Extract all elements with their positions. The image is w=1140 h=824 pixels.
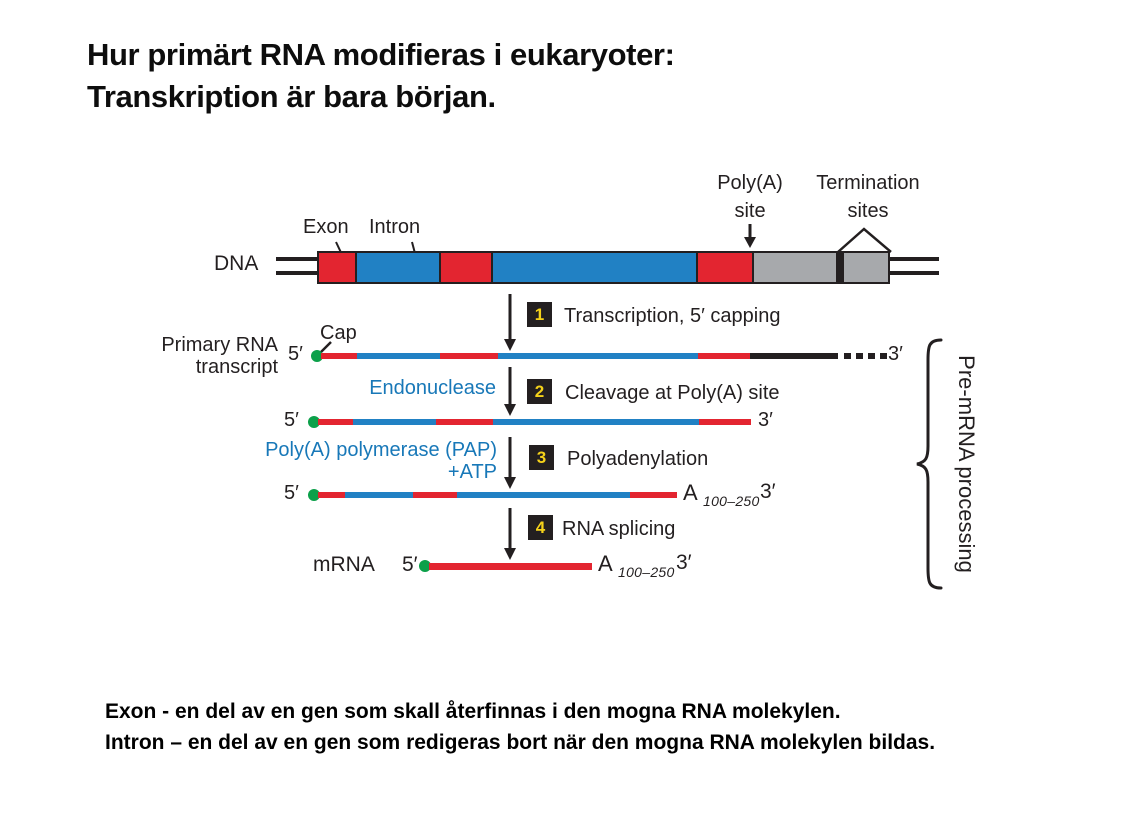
sequence-segment-blue (457, 492, 630, 498)
cap-label: Cap (320, 322, 357, 344)
pap-label-line2: +ATP (447, 461, 497, 483)
termination-sites-label (803, 169, 933, 225)
sequence-segment-red (429, 563, 592, 570)
primary-transcript-line (321, 353, 887, 359)
polya-tail-a: A (598, 551, 613, 576)
sequence-segment-gray (754, 253, 838, 282)
polya-tail-a: A (683, 480, 698, 505)
step-3-arrowhead (504, 477, 516, 489)
polya-site-label-line1: Poly(A) (717, 172, 783, 194)
step-3-badge (529, 445, 554, 470)
dna-gene-bar (317, 251, 890, 284)
sequence-segment-red (319, 253, 357, 282)
step-1-number: 1 (534, 304, 545, 324)
intron-label: Intron (369, 216, 421, 238)
primary-label-line1: Primary RNA (161, 334, 278, 356)
step-3-number: 3 (536, 447, 547, 467)
sequence-segment-black (750, 353, 838, 359)
sequence-segment-gray (844, 253, 888, 282)
sequence-segment-blue (493, 253, 698, 282)
dna-strand-line (890, 271, 939, 275)
polya-tail-count: 100–250 (703, 493, 760, 509)
dna-strand-line (890, 257, 939, 261)
sequence-segment-blue (357, 253, 441, 282)
sequence-segment-red (630, 492, 677, 498)
sequence-segment-blue (357, 353, 440, 359)
sequence-segment-red (413, 492, 457, 498)
step-1-label: Transcription, 5′ capping (564, 305, 781, 327)
step-2-label: Cleavage at Poly(A) site (565, 382, 780, 404)
cleaved-rna-line (318, 419, 751, 425)
termination-sites-caret (838, 229, 891, 252)
row3-3prime-label: 3′ (760, 480, 776, 503)
sequence-segment-red (318, 419, 353, 425)
sequence-segment-black (844, 353, 851, 359)
intron-definition: Intron – en del av en gen som redigeras bort när den mogna RNA molekylen bildas. (105, 731, 936, 754)
sequence-segment-black (880, 353, 887, 359)
polya-site-arrowhead (744, 237, 756, 248)
sequence-segment-red (440, 353, 498, 359)
title-line-2: Transkription är bara början. (87, 79, 496, 114)
row3-5prime-label: 5′ (284, 482, 299, 504)
sequence-segment-red (441, 253, 493, 282)
sequence-segment-red (321, 353, 357, 359)
row4-3prime-label: 3′ (676, 551, 692, 574)
sequence-segment-red (436, 419, 493, 425)
sequence-segment-blue (345, 492, 413, 498)
sequence-segment-blue (498, 353, 698, 359)
sequence-segment-black (856, 353, 863, 359)
sequence-segment-blue (493, 419, 699, 425)
polya-site-label (700, 169, 800, 225)
dna-label: DNA (214, 252, 259, 275)
polyadenylated-rna-line (318, 492, 677, 498)
polya-site-label-line2: site (734, 200, 766, 222)
row1-3prime-label: 3′ (888, 343, 903, 365)
pap-enzyme-label (225, 439, 497, 483)
sequence-segment-black (868, 353, 875, 359)
pap-label-line1: Poly(A) polymerase (PAP) (265, 439, 497, 461)
step-4-arrowhead (504, 548, 516, 560)
mrna-line (429, 563, 592, 570)
dna-strand-line (276, 271, 317, 275)
endonuclease-label: Endonuclease (369, 377, 496, 399)
row2-5prime-label: 5′ (284, 409, 299, 431)
step-4-label: RNA splicing (562, 518, 676, 540)
step-2-number: 2 (534, 381, 545, 401)
pre-mrna-processing-label: Pre-mRNA processing (954, 355, 979, 573)
step-4-number: 4 (535, 517, 546, 537)
termination-label-line2: sites (847, 200, 889, 222)
termination-label-line1: Termination (816, 172, 920, 194)
row2-3prime-label: 3′ (758, 409, 773, 431)
sequence-segment-red (698, 353, 750, 359)
mrna-label: mRNA (313, 553, 375, 576)
row4-5prime-label: 5′ (402, 553, 418, 576)
step-4-badge (528, 515, 553, 540)
title-line-1: Hur primärt RNA modifieras i eukaryoter: (87, 37, 675, 72)
step-2-badge (527, 379, 552, 404)
primary-rna-transcript-label (120, 334, 278, 378)
polya-tail-count: 100–250 (618, 564, 675, 580)
step-1-arrowhead (504, 339, 516, 351)
sequence-segment-red (699, 419, 751, 425)
page-title (87, 34, 675, 118)
sequence-segment-blue (353, 419, 436, 425)
step-3-label: Polyadenylation (567, 448, 709, 470)
exon-definition: Exon - en del av en gen som skall återfinnas i den mogna RNA molekylen. (105, 700, 841, 723)
pre-mrna-brace (917, 340, 941, 588)
primary-label-line2: transcript (195, 356, 278, 378)
step-2-arrowhead (504, 404, 516, 416)
dna-strand-line (276, 257, 317, 261)
sequence-segment-red (318, 492, 345, 498)
exon-label: Exon (303, 216, 349, 238)
sequence-segment-red (698, 253, 754, 282)
step-1-badge (527, 302, 552, 327)
row1-5prime-label: 5′ (288, 343, 303, 365)
